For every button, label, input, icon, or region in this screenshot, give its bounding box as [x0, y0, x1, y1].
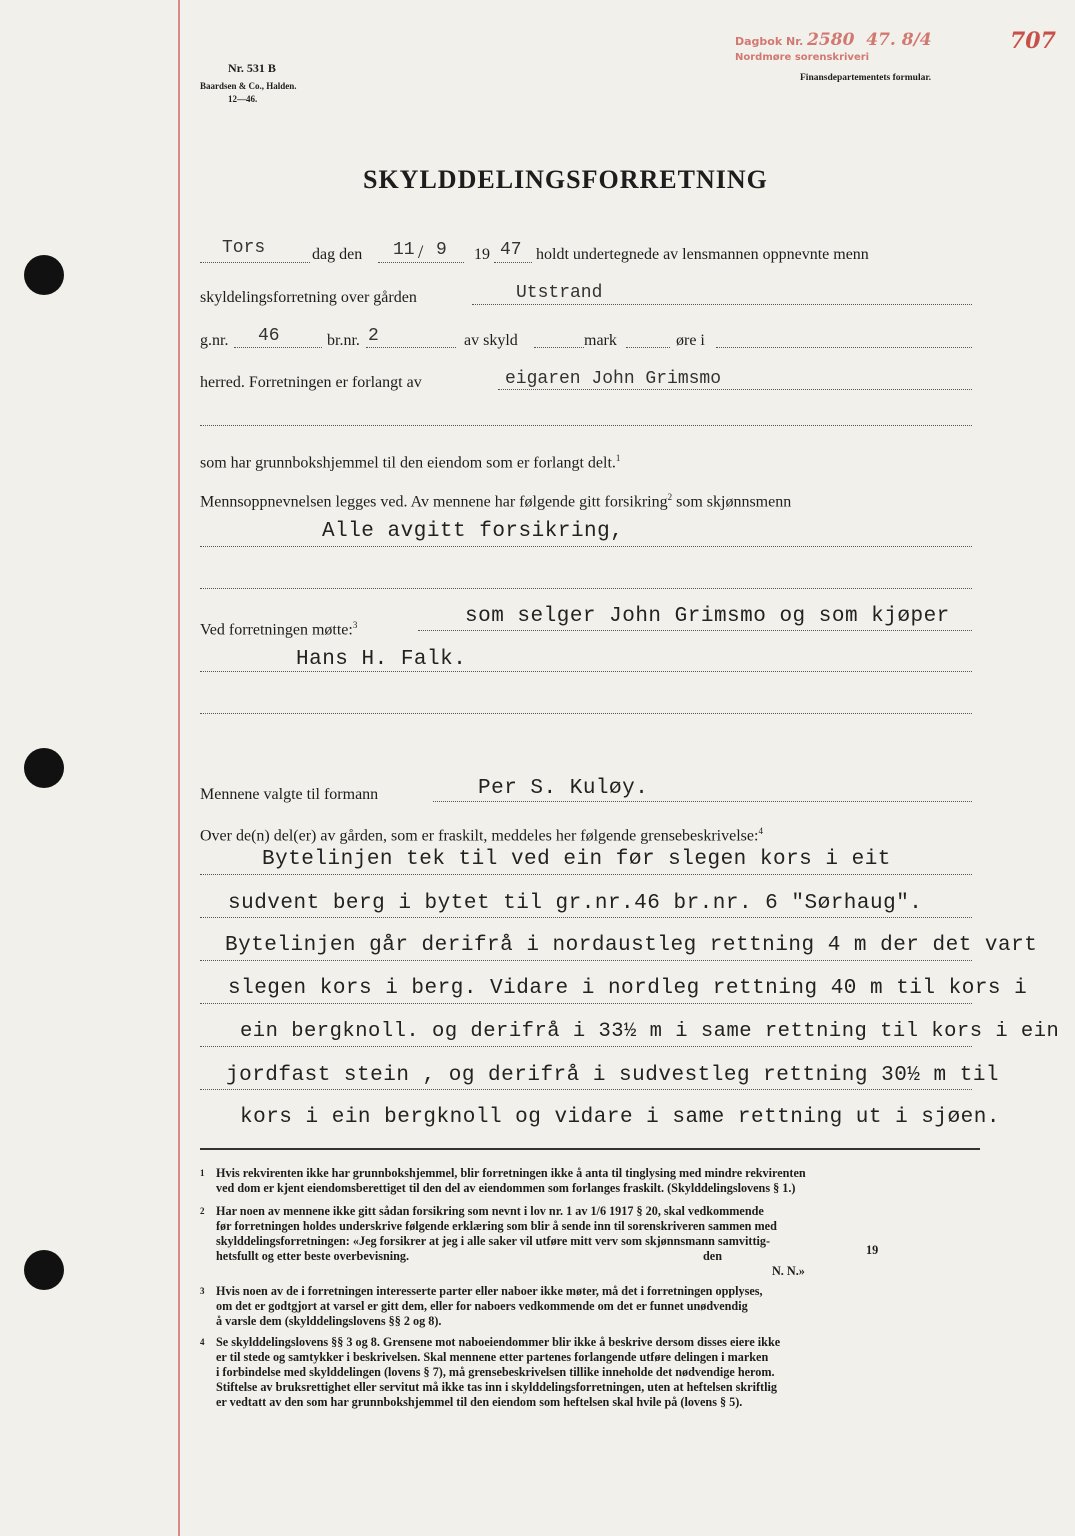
- diary-stamp: [735, 30, 932, 50]
- label-ore: øre i: [676, 332, 705, 349]
- footnote-3-line: om det er godtgjort at varsel er gitt dem, eller for naboers vedkommende om det er funnet unødvendig: [216, 1299, 748, 1313]
- grunnbok-text-body: som har grunnbokshjemmel til den eiendom som er forlangt delt.: [200, 454, 616, 472]
- label-dag-den: dag den: [312, 246, 363, 263]
- footnote-3: [200, 1284, 980, 1329]
- chairman-name: Per S. Kuløy.: [478, 777, 649, 800]
- stamp-label: Dagbok Nr.: [735, 35, 804, 48]
- mennsoppnevnelse-body: Mennsoppnevnelsen legges ved. Av mennene har følgende gitt forsikring: [200, 493, 668, 511]
- footnote-1-line: Hvis rekvirenten ikke har grunnbokshjemmel, blir forretningen ikke å anta til tinglysing med mindre rekvirenten: [216, 1166, 806, 1180]
- footnote-4-line: er vedtatt av den som har grunnbokshjemmel til den eiendom som heftelsen skal hvile på (lovens § 5).: [216, 1395, 743, 1409]
- ministry-form: Finansdepartementets formular.: [800, 73, 932, 83]
- attendees-dotline-2: [200, 671, 972, 672]
- requester-dotline: [498, 389, 972, 390]
- boundary-line-1: Bytelinjen tek til ved ein før slegen kors i eit: [262, 848, 891, 871]
- ore-dotline: [716, 347, 972, 348]
- insurance-dotline: [200, 546, 972, 547]
- boundary-label: [200, 826, 763, 845]
- grunnbok-text: [200, 453, 620, 472]
- boundary-dotline-4: [200, 1003, 972, 1004]
- day-dotline: [200, 262, 310, 263]
- gnr-value: 46: [258, 326, 280, 346]
- boundary-dotline-6: [200, 1089, 972, 1090]
- attendees-line-1: som selger John Grimsmo og som kjøper: [465, 605, 950, 628]
- boundary-line-4: slegen kors i berg. Vidare i nordleg rettning 40 m til kors i: [228, 977, 1028, 1000]
- margin-line: [178, 0, 180, 1536]
- stamp-date: 47. 8/4: [866, 30, 932, 50]
- chairman-label: Mennene valgte til formann: [200, 786, 379, 803]
- footnote-4-number: 4: [200, 1337, 205, 1347]
- footnote-2-line: før forretningen holdes underskrive følgende erklæring som blir å sende inn til sorenskriveren sammen med: [216, 1219, 777, 1233]
- footnote-1-line: ved dom er kjent eiendomsberettiget til den del av eiendommen som forlanges fraskilt. (Skylddelingslovens § 1.): [216, 1181, 796, 1195]
- footnote-4-line: Se skylddelingslovens §§ 3 og 8. Grensene mot naboeiendommer blir ikke å beskrive dersom disses eiere ikke: [216, 1335, 781, 1349]
- printer-name: Baardsen & Co., Halden.: [200, 81, 297, 91]
- footnote-2-signature: N. N.»: [772, 1264, 805, 1278]
- footnote-3-number: 3: [200, 1286, 205, 1296]
- footnote-4-line: Stiftelse av bruksrettighet eller servitut må ikke tas inn i skylddelingsforretningen, uten at heftelsen skriftlig: [216, 1380, 777, 1394]
- label-19: 19: [474, 246, 490, 263]
- blank-dotline-1: [200, 425, 972, 426]
- boundary-label-text: Over de(n) del(er) av gården, som er fraskilt, meddeles her følgende grensebeskrivelse:: [200, 827, 759, 845]
- footnote-1: [200, 1166, 980, 1196]
- footnote-3-line: Hvis noen av de i forretningen interesserte parter eller naboer ikke møter, må det i forretningen opplyses,: [216, 1284, 763, 1298]
- boundary-dotline-3: [200, 960, 972, 961]
- stamp-office: Nordmøre sorenskriveri: [735, 52, 870, 63]
- mark-dotline: [626, 347, 670, 348]
- footnote-4-line: er til stede og samtykker i beskrivelsen. Skal mennene etter partenes forlangende utføre delingen i marken: [216, 1350, 769, 1364]
- attendees-label: [200, 620, 357, 639]
- label-herred: herred. Forretningen er forlangt av: [200, 374, 422, 391]
- brnr-dotline: [366, 347, 456, 348]
- year: 47: [500, 240, 522, 260]
- chairman-dotline: [433, 801, 972, 802]
- footnote-2-number: 2: [200, 1206, 205, 1216]
- footnote-2-line: hetsfullt og etter beste overbevisning.: [216, 1249, 410, 1263]
- footnote-1-number: 1: [200, 1168, 205, 1178]
- stamp-number: 2580: [807, 30, 855, 50]
- boundary-line-6: jordfast stein , og derifrå i sudvestleg rettning 30½ m til: [226, 1064, 1000, 1087]
- footnote-4-line: i forbindelse med skylddelingen (lovens § 7), må grensebeskrivelsen tillike inneholde det nødvendige herom.: [216, 1365, 775, 1379]
- date-slash: /: [418, 242, 424, 263]
- brnr-value: 2: [368, 326, 379, 346]
- blank-dotline-2: [200, 588, 972, 589]
- boundary-line-2: sudvent berg i bytet til gr.nr.46 br.nr. 6 "Sørhaug".: [228, 892, 923, 915]
- footnote-2-19: 19: [866, 1243, 879, 1257]
- footnote-2-line: Har noen av mennene ikke gitt sådan forsikring som nevnt i lov nr. 1 av 1/6 1917 § 20, skal vedkommende: [216, 1204, 764, 1218]
- footnote-1-text: [216, 1166, 980, 1196]
- boundary-dotline-5: [200, 1046, 972, 1047]
- date-month: 9: [436, 240, 447, 260]
- page-number: 707: [1010, 28, 1056, 54]
- boundary-line-3: Bytelinjen går derifrå i nordaustleg rettning 4 m der det vart: [225, 934, 1038, 957]
- footnote-3-line: å varsle dem (skylddelingslovens §§ 2 og 8).: [216, 1314, 442, 1328]
- boundary-dotline-2: [200, 917, 972, 918]
- footnote-ref-1: 1: [615, 453, 621, 463]
- footnote-2-text: [216, 1204, 980, 1279]
- footnote-4-text: [216, 1335, 980, 1410]
- day-name: Tors: [222, 238, 266, 258]
- footnote-separator: [200, 1148, 980, 1150]
- label-holdt: holdt undertegnede av lensmannen oppnevnte menn: [536, 246, 869, 263]
- gnr-dotline: [234, 347, 322, 348]
- footnote-2: [200, 1204, 980, 1279]
- attendees-label-text: Ved forretningen møtte:: [200, 621, 353, 639]
- punch-hole-middle: [24, 748, 64, 788]
- footnote-ref-4: 4: [758, 826, 763, 836]
- boundary-dotline-1: [200, 874, 972, 875]
- label-brnr: br.nr.: [327, 332, 360, 349]
- print-date: 12—46.: [228, 94, 258, 104]
- farm-name: Utstrand: [516, 283, 603, 303]
- insurance-statement: Alle avgitt forsikring,: [322, 520, 624, 543]
- boundary-line-5: ein bergknoll. og derifrå i 33½ m i same rettning til kors i ein: [240, 1020, 1060, 1043]
- date-dotline: [378, 262, 464, 263]
- footnote-2-line: skylddelingsforretningen: «Jeg forsikrer at jeg i alle saker vil utføre mitt verv som skjønnsmann samvittig-: [216, 1234, 771, 1248]
- attendees-line-2: Hans H. Falk.: [296, 648, 467, 671]
- punch-hole-top: [24, 255, 64, 295]
- mennsoppnevnelse-end: som skjønnsmenn: [676, 493, 792, 511]
- year-dotline: [494, 262, 532, 263]
- footnote-3-text: [216, 1284, 980, 1329]
- label-av-skyld: av skyld: [464, 332, 518, 349]
- label-mark: mark: [584, 332, 617, 349]
- document-title: SKYLDDELINGSFORRETNING: [363, 165, 768, 194]
- attendees-dotline-1: [418, 630, 972, 631]
- blank-dotline-3: [200, 713, 972, 714]
- date-day: 11: [393, 240, 415, 260]
- label-skyldelingsforretning: skyldelingsforretning over gården: [200, 289, 417, 306]
- farm-dotline: [472, 304, 972, 305]
- punch-hole-bottom: [24, 1250, 64, 1290]
- footnote-2-den: den: [703, 1249, 722, 1263]
- footnote-ref-3: 3: [352, 620, 358, 630]
- footnote-2-last-line: [216, 1243, 980, 1264]
- skyld-dotline: [534, 347, 584, 348]
- mennsoppnevnelse-text: [200, 492, 791, 511]
- form-number: Nr. 531 B: [228, 61, 276, 75]
- footnote-ref-2: 2: [667, 492, 673, 502]
- requester-name: eigaren John Grimsmo: [505, 369, 722, 389]
- label-gnr: g.nr.: [200, 332, 229, 349]
- boundary-line-7: kors i ein bergknoll og vidare i same rettning ut i sjøen.: [240, 1106, 1000, 1129]
- footnote-4: [200, 1335, 980, 1410]
